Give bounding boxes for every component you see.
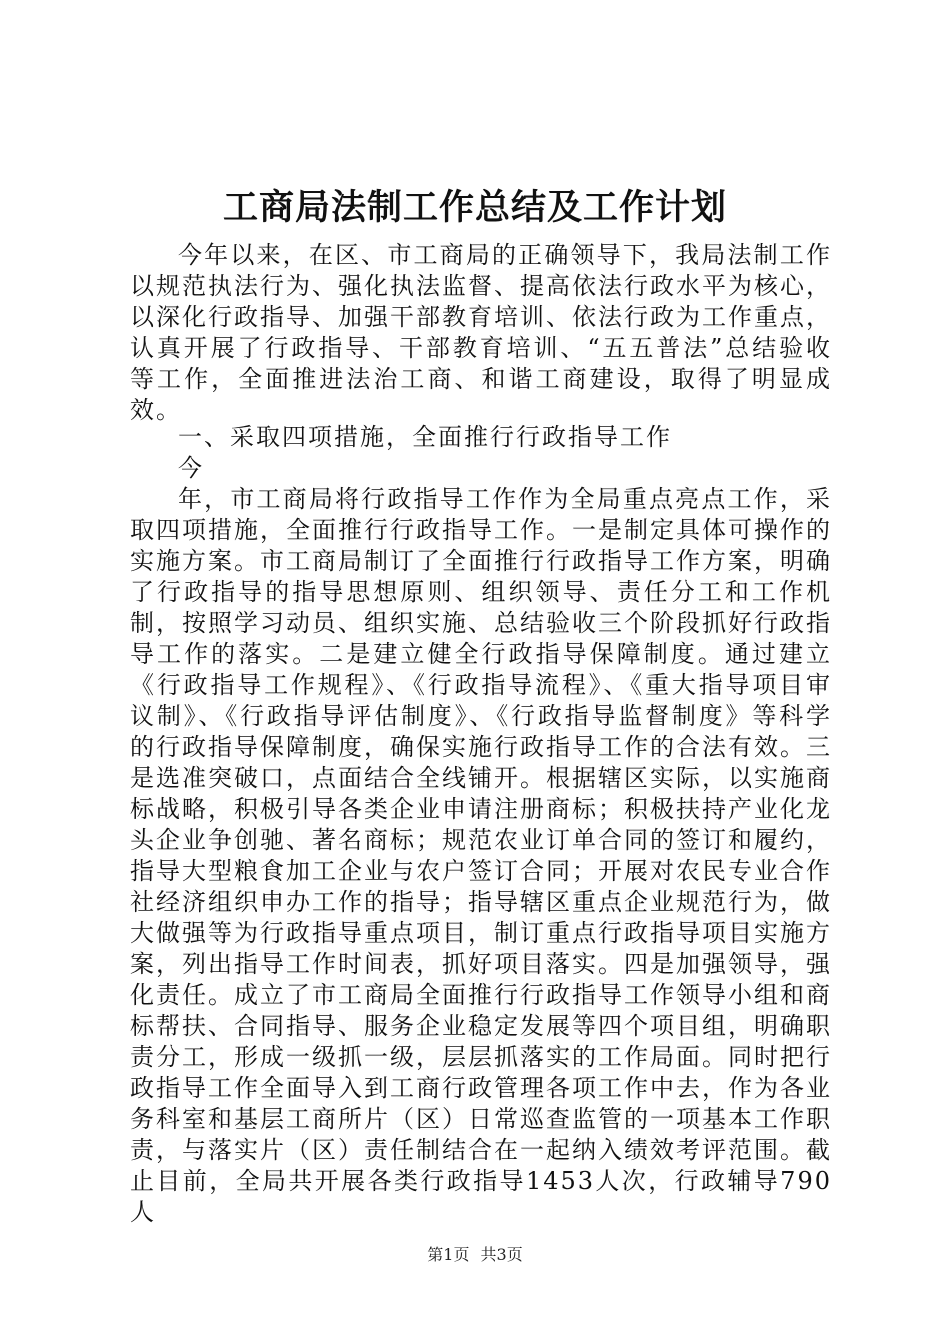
section-1-first-char: 今 (178, 454, 202, 482)
section-1-paragraph: 年，市工商局将行政指导工作作为全局重点亮点工作，采取四项措施，全面推行行政指导工作。一是制定具体可操作的实施方案。市工商局制订了全面推行行政指导工作方案，明确了行政指导的指导思想原则、组织领导、责任分工和工作机制，按照学习动员、组织实施、总结验收三个阶段抓好行政指导工作的落实。二是建立健全行政指导保障制度。通过建立《行政指导工作规程》、《行政指导流程》、《重大指导项目审议制》、《行政指导评估制度》、《行政指导监督制度》等科学的行政指导保障制度，确保实施行政指导工作的合法有效。三是选准突破口，点面结合全线铺开。根据辖区实际，以实施商标战略，积极引导各类企业申请注册商标；积极扶持产业化龙头企业争创驰、著名商标；规范农业订单合同的签订和履约，指导大型粮食加工企业与农户签订合同；开展对农民专业合作社经济组织申办工作的指导；指导辖区重点企业规范行为，做大做强等为行政指导重点项目，制订重点行政指导项目实施方案，列出指导工作时间表，抓好项目落实。四是加强领导，强化责任。成立了市工商局全面推行行政指导工作领导小组和商标帮扶、合同指导、服务企业稳定发展等四个项目组，明确职责分工，形成一级抓一级，层层抓落实的工作局面。同时把行政指导工作全面导入到工商行政管理各项工作中去，作为各业务科室和基层工商所片（区）日常巡查监管的一项基本工作职责，与落实片（区）责任制结合在一起纳入绩效考评范围。截止目前，全局共开展各类行政指导1453人次，行政辅导790人 (130, 485, 832, 1226)
section-1-heading: 一、采取四项措施，全面推行行政指导工作 (178, 423, 672, 451)
intro-paragraph: 今年以来，在区、市工商局的正确领导下，我局法制工作以规范执法行为、强化执法监督、提高依法行政水平为核心，以深化行政指导、加强干部教育培训、依法行政为工作重点，认真开展了行政指导、干部教育培训、“五五普法”总结验收等工作，全面推进法治工商、和谐工商建设，取得了明显成效。 (130, 241, 832, 424)
page-total: 共3页 (480, 1245, 523, 1264)
page-number: 第1页 (427, 1245, 470, 1264)
document-title: 工商局法制工作总结及工作计划 (222, 187, 727, 228)
page-footer (0, 1245, 950, 1265)
